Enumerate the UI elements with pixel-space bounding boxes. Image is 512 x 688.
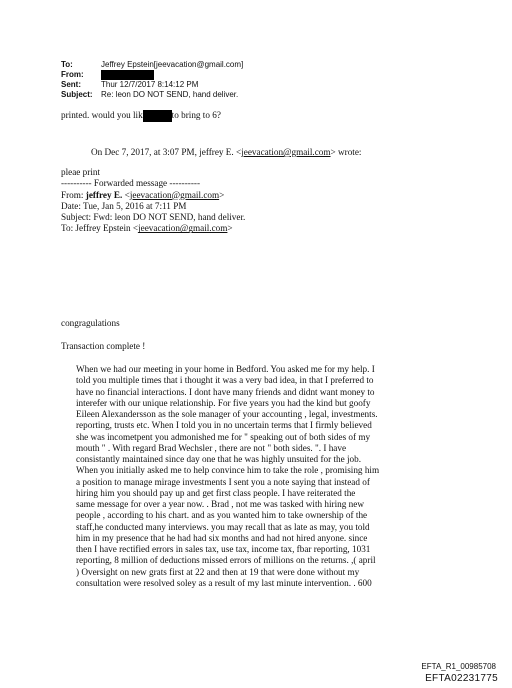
body-line: she was incometpent you admonished me for " speaking out of both sides of my [76,431,371,442]
forward-from-prefix: From: [61,189,86,200]
body-line: staff,he conducted many interviews. you may recall that as late as may, you told [76,521,370,532]
forward-from-lt: < [122,189,130,200]
quote-header-email-link[interactable]: jeevacation@gmail.com [241,147,331,157]
header-to-label: To: [61,60,73,69]
header-from-row [61,70,361,80]
reply-line [61,110,221,122]
body-line: ) Oversight on new grats first at 22 and then at 19 that were done without my [76,566,360,577]
forward-block [61,167,245,235]
body-line: then I have rectified errors in sales tax, use tax, income tax, fbar reporting, 1031 [76,544,371,554]
header-sent-row [61,80,361,90]
body-line: told you multiple times that i thought it was a very bad idea, in that I preferred to [76,375,374,386]
footer-id-primary: EFTA_R1_00985708 [421,662,496,671]
header-from-label: From: [61,70,84,79]
header-to-row [61,60,361,70]
body-line: have no financial interactions. I dont have many friends and didnt want money to [76,386,375,397]
forward-divider: ---------- Forwarded message ---------- [61,178,201,189]
transaction-line: Transaction complete ! [61,341,146,351]
body-line: him in my presence that he had had six months and had not hired anyone. since [76,532,368,543]
body-line: When you initially asked me to help convince him to take the role , promising him [76,465,380,476]
forward-subject: Subject: Fwd: leon DO NOT SEND, hand deliver. [61,212,246,223]
email-header [61,60,361,100]
header-to-value: Jeffrey Epstein[jeevacation@gmail.com] [101,60,244,69]
body-line: mouth " . With regard Brad Wechsler , there are not " both sides. ". I have [76,442,347,453]
header-sent-label: Sent: [61,80,81,89]
forward-note: pleae print [61,167,101,177]
forward-from-email-link[interactable]: jeevacation@gmail.com [129,189,220,200]
forward-to [61,223,245,234]
forward-from-gt: > [219,189,225,200]
quote-header-suffix: > wrote: [330,147,362,157]
forward-to-gt: > [227,223,233,234]
body-line: When we had our meeting in your home in Bedford. You asked me for my help. I [76,364,375,374]
quote-header-prefix: On Dec 7, 2017, at 3:07 PM, jeffrey E. < [91,147,242,157]
body-line: hiring him you should pay up and get first class people. I have reiterated the [76,487,356,498]
body-line: interefer with our unique relationship. For five years you had the kind but goofy [76,397,371,408]
redaction-block [101,70,154,80]
header-subject-value: Re: leon DO NOT SEND, hand deliver. [101,90,239,99]
header-subject-label: Subject: [61,90,93,99]
forward-from [61,190,245,201]
forward-from-name: jeffrey E. [85,189,123,200]
body-line: consistantly maintained since day one that he was highly unsuited for the job. [76,454,362,464]
congrats-line: congragulations [61,318,120,328]
body-line: a position to manage mirage investments I sent you a note saying that instead of [76,476,370,487]
redaction-block [143,110,172,122]
body-line: reporting, trusts etc. When I told you in no uncertain terms that I firmly believed [76,420,372,431]
body-line: same message for over a year now. . Brad , not me was tasked with hiring new [76,499,364,509]
quote-header [91,147,361,158]
footer-id-secondary: EFTA02231775 [425,673,498,684]
body-line: reporting, 8 million of deductions missed errors of millions on the returns. ,( april [76,555,376,566]
forward-to-email-link[interactable]: jeevacation@gmail.com [138,223,228,234]
reply-text-after: to bring to 6? [171,110,221,121]
body-line: consultation were resolved soley as a result of my last minute intervention. . 600 [76,577,372,588]
reply-text-before: printed. would you lik [61,110,143,121]
body-line: Eileen Alexandersson as the sole manager of your accounting , legal, investments. [76,409,378,419]
forward-to-prefix: To: Jeffrey Epstein < [61,223,139,234]
header-sent-value: Thur 12/7/2017 8:14:12 PM [101,80,199,89]
forward-date: Date: Tue, Jan 5, 2016 at 7:11 PM [61,200,187,211]
header-subject-row [61,90,361,100]
body-line: people , according to his chart. and as you wanted him to take ownership of the [76,510,368,521]
